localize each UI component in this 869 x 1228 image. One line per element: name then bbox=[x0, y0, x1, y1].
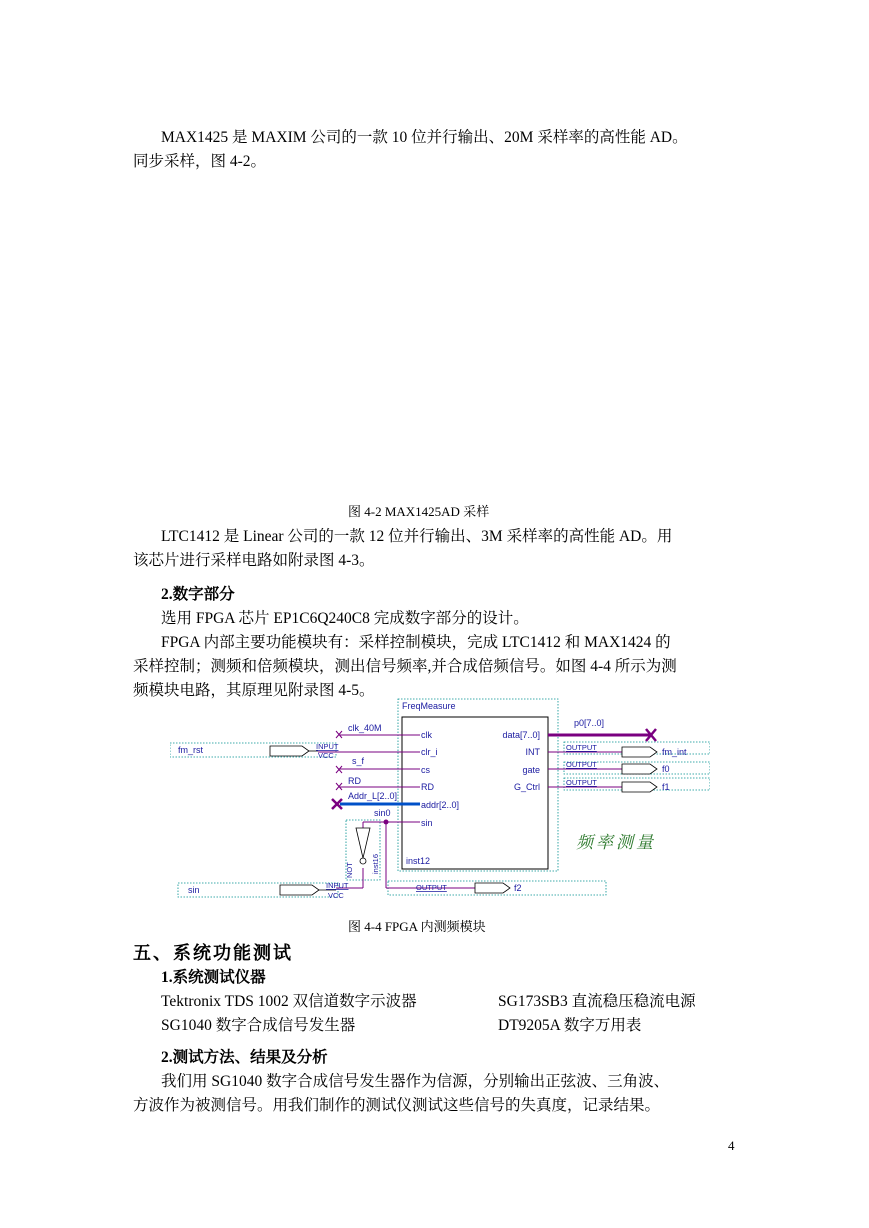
output-label-gate: OUTPUT bbox=[566, 760, 597, 769]
pin-sin: sin bbox=[188, 885, 200, 895]
output-label-gctrl: OUTPUT bbox=[566, 778, 597, 787]
instrument-signal-generator: SG1040 数字合成信号发生器 bbox=[161, 1017, 356, 1034]
vcc-label-2: VCC bbox=[328, 891, 344, 900]
figure-4-4-caption: 图 4-4 FPGA 内测频模块 bbox=[348, 919, 486, 934]
port-rd: RD bbox=[421, 782, 434, 792]
net-s-f: s_f bbox=[352, 756, 365, 766]
not-label: NOT bbox=[345, 862, 354, 878]
net-sin0: sin0 bbox=[374, 808, 391, 818]
para-fpga-line1: FPGA 内部主要功能模块有：采样控制模块，完成 LTC1412 和 MAX1424 的 bbox=[161, 634, 671, 651]
output-label-f2: OUTPUT bbox=[416, 883, 447, 892]
port-int: INT bbox=[525, 747, 540, 757]
para-fpga-line2: 采样控制；测频和倍频模块，测出信号频率,并合成倍频信号。如图 4-4 所示为测 bbox=[133, 658, 677, 675]
para-method-line2: 方波作为被测信号。用我们制作的测试仪测试这些信号的失真度，记录结果。 bbox=[133, 1097, 661, 1114]
input-label-1: INPUT bbox=[316, 742, 339, 751]
figure-4-2-caption: 图 4-2 MAX1425AD 采样 bbox=[348, 504, 490, 519]
port-sin: sin bbox=[421, 818, 433, 828]
output-label-int: OUTPUT bbox=[566, 743, 597, 752]
input-pin-symbol bbox=[280, 885, 319, 895]
input-label-2: INPUT bbox=[326, 881, 349, 890]
input-pin-symbol bbox=[270, 746, 309, 756]
net-clk-40m: clk_40M bbox=[348, 723, 382, 733]
vcc-label-1: VCC bbox=[318, 751, 334, 760]
port-gate: gate bbox=[522, 765, 540, 775]
out-f0: f0 bbox=[662, 764, 670, 774]
page-number: 4 bbox=[728, 1138, 735, 1153]
para-max1425-line2: 同步采样，图 4-2。 bbox=[133, 153, 267, 170]
instrument-multimeter: DT9205A 数字万用表 bbox=[498, 1017, 642, 1034]
port-addr: addr[2..0] bbox=[421, 800, 460, 810]
net-addr-l: Addr_L[2..0] bbox=[348, 791, 398, 801]
net-rd: RD bbox=[348, 776, 361, 786]
output-pin-symbol bbox=[475, 883, 510, 893]
instrument-power-supply: SG173SB3 直流稳压稳流电源 bbox=[498, 993, 696, 1010]
port-clr-i: clr_i bbox=[421, 747, 438, 757]
para-fpga-line3: 频模块电路，其原理见附录图 4-5。 bbox=[133, 682, 375, 699]
handwritten-note: 频率测量 bbox=[576, 833, 656, 852]
port-clk: clk bbox=[421, 730, 432, 740]
pin-fm-rst: fm_rst bbox=[178, 745, 204, 755]
instance-label: inst12 bbox=[406, 856, 431, 866]
block-name-label: FreqMeasure bbox=[402, 701, 456, 711]
para-ltc1412-line1: LTC1412 是 Linear 公司的一款 12 位并行输出、3M 采样率的高性能 AD。用 bbox=[161, 528, 673, 545]
freqmeasure-schematic bbox=[170, 698, 710, 906]
not-instance-label: inst16 bbox=[371, 853, 380, 874]
section-5-heading: 五、系统功能测试 bbox=[133, 943, 293, 964]
out-f1: f1 bbox=[662, 782, 670, 792]
port-g-ctrl: G_Ctrl bbox=[513, 782, 540, 792]
heading-test-method: 2.测试方法、结果及分析 bbox=[161, 1049, 328, 1066]
para-fpga-selection: 选用 FPGA 芯片 EP1C6Q240C8 完成数字部分的设计。 bbox=[161, 610, 529, 627]
port-cs: cs bbox=[421, 765, 430, 775]
para-ltc1412-line2: 该芯片进行采样电路如附录图 4-3。 bbox=[133, 552, 375, 569]
para-max1425-line1: MAX1425 是 MAXIM 公司的一款 10 位并行输出、20M 采样率的高性能 AD。 bbox=[161, 129, 688, 146]
para-method-line1: 我们用 SG1040 数字合成信号发生器作为信源，分别输出正弦波、三角波、 bbox=[161, 1073, 670, 1090]
heading-test-instruments: 1.系统测试仪器 bbox=[161, 969, 266, 986]
heading-digital-part: 2.数字部分 bbox=[161, 586, 235, 603]
not-gate-symbol bbox=[356, 828, 370, 858]
port-data: data[7..0] bbox=[502, 730, 540, 740]
out-fm-int: fm_int bbox=[662, 747, 687, 757]
out-f2: f2 bbox=[514, 883, 522, 893]
out-bus-label: p0[7..0] bbox=[574, 718, 605, 728]
instrument-oscilloscope: Tektronix TDS 1002 双信道数字示波器 bbox=[161, 993, 417, 1010]
